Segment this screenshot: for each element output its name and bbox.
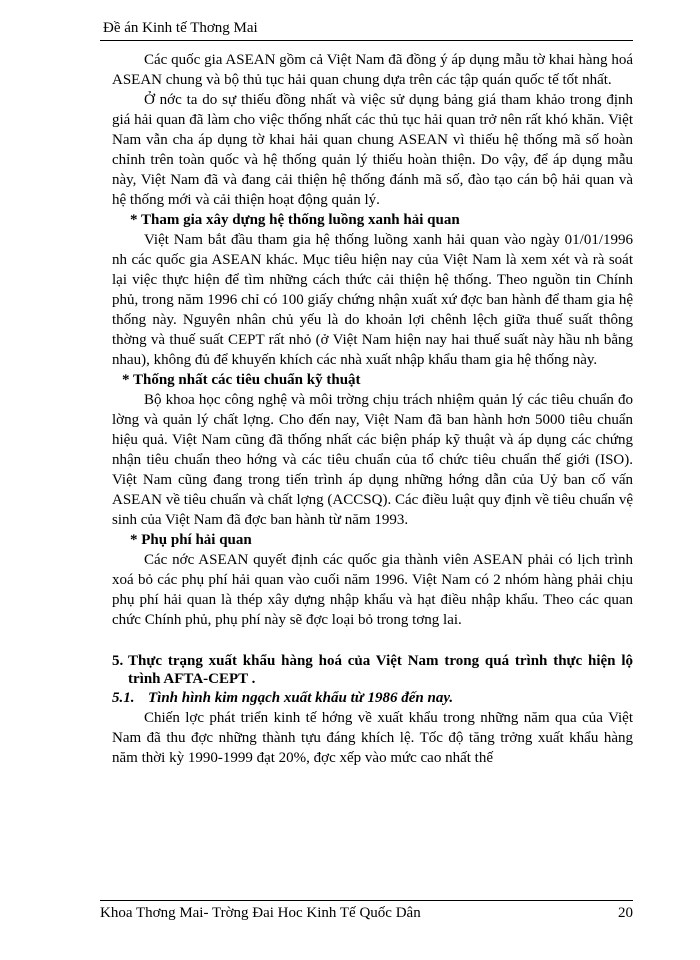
section-5-title: Thực trạng xuất khẩu hàng hoá của Việt Nam trong quá trình thực hiện lộ trình AFTA-CEPT . — [128, 653, 633, 687]
paragraph-technical-standards: Bộ khoa học công nghệ và môi trờng chịu trách nhiệm quản lý các tiêu chuẩn đo lờng và quản lý chất lợng. Cho đến nay, Việt Nam đã ban hành hơn 5000 tiêu chuẩn hiệu quả. Việt Nam cũng đã thống nhất các biện pháp kỹ thuật và áp dụng các chứng nhận tiêu chuẩn theo hớng và các tiêu chuẩn của tổ chức tiêu chuẩn thế giới (ISO). Việt Nam cũng đang trong tiến trình áp dụng những hớng dẫn của Uỷ ban cố vấn ASEAN về tiêu chuẩn và chất lợng (ACCSQ). Các điều luật quy định về tiêu chuẩn vệ sinh của Việt Nam đã đợc ban hành từ năm 1993. — [112, 392, 633, 528]
paragraph-asean-customs-form: Các quốc gia ASEAN gồm cả Việt Nam đã đồng ý áp dụng mẫu tờ khai hàng hoá ASEAN chung và bộ thủ tục hải quan chung dựa trên các tập quán quốc tế tốt nhất. — [112, 52, 633, 88]
header-rule — [100, 40, 633, 41]
footer-rule — [100, 900, 633, 901]
section-5-heading — [112, 652, 633, 688]
spacer — [112, 630, 633, 652]
running-header: Đề án Kinh tế Thơng Mai — [103, 20, 258, 36]
subsection-5-1-number: 5.1. — [112, 690, 135, 706]
page-number: 20 — [618, 905, 633, 921]
heading-technical-standards: * Thống nhất các tiêu chuẩn kỹ thuật — [122, 372, 361, 388]
paragraph-vietnam-valuation: Ở nớc ta do sự thiếu đồng nhất và việc sử dụng bảng giá tham khảo trong định giá hải quan đã làm cho việc thống nhất các thủ tục hải quan trở nên rất khó khăn. Việt Nam vẫn cha áp dụng tờ khai hải quan chung ASEAN vì thiếu hệ thống mã số hoàn chỉnh trên toàn quốc và hệ thống quản lý thiếu hoàn thiện. Do vậy, để áp dụng mẫu này, Việt Nam đã và đang cải thiện hệ thống đánh mã số, đào tạo cán bộ hải quan và hệ thống mới và cải thiện hoạt động quản lý. — [112, 92, 633, 208]
subsection-5-1-title: Tình hình kim ngạch xuất khẩu từ 1986 đến nay. — [148, 690, 454, 706]
paragraph-export-growth: Chiến lợc phát triển kinh tế hớng về xuất khẩu trong những năm qua của Việt Nam đã thu đợc những thành tựu đáng khích lệ. Tốc độ tăng trởng xuất khẩu hàng năm thời kỳ 1990-1999 đạt 20%, đợc xếp vào mức cao nhất thế — [112, 710, 633, 766]
paragraph-green-lane: Việt Nam bắt đầu tham gia hệ thống luồng xanh hải quan vào ngày 01/01/1996 nh các quốc gia ASEAN khác. Mục tiêu hiện nay của Việt Nam là xem xét và rà soát lại việc thực hiện để tìm những cách thức cải thiện hệ thống. Theo nguồn tin Chính phủ, trong năm 1996 chỉ có 100 giấy chứng nhận xuất xứ đợc ban hành để tham gia hệ thống này. Nguyên nhân chủ yếu là do khoản lợi chênh lệch giữa thuế suất thông thờng và thuế suất CEPT rất nhỏ (ở Việt Nam hiện nay hai thuế suất này hầu nh bằng nhau), không đủ để khuyến khích các nhà xuất nhập khẩu tham gia hệ thống này. — [112, 232, 633, 368]
heading-green-lane: * Tham gia xây dựng hệ thống luồng xanh hải quan — [130, 212, 460, 228]
footer-institution: Khoa Thơng Mai- Trờng Đai Hoc Kinh Tế Quốc Dân — [100, 905, 421, 921]
document-body — [112, 50, 633, 768]
page-footer — [100, 905, 633, 922]
paragraph-customs-fees: Các nớc ASEAN quyết định các quốc gia thành viên ASEAN phải có lịch trình xoá bỏ các phụ phí hải quan vào cuối năm 1996. Việt Nam có 2 nhóm hàng phải chịu phụ phí hải quan là thép xây dựng nhập khẩu và hạt điều nhập khẩu. Theo các quan chức Chính phủ, phụ phí này sẽ đợc loại bỏ trong tơng lai. — [112, 552, 633, 628]
heading-customs-fees: * Phụ phí hải quan — [130, 532, 252, 548]
section-5-number: 5. — [112, 653, 124, 669]
subsection-5-1-heading — [112, 688, 633, 708]
